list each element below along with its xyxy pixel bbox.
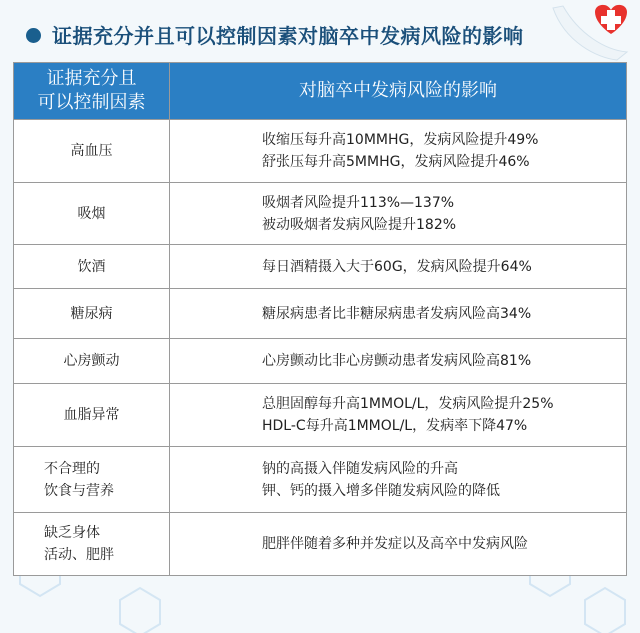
page-title: 证据充分并且可以控制因素对脑卒中发病风险的影响 [52,24,524,48]
page-header [0,0,640,62]
table-header-row [14,63,627,120]
factor-cell: 不合理的 饮食与营养 [14,447,170,513]
impact-cell: 糖尿病患者比非糖尿病患者发病风险高34% [170,289,627,339]
table-row [14,183,627,245]
factor-cell: 糖尿病 [14,289,170,339]
impact-cell: 肥胖伴随着多种并发症以及高卒中发病风险 [170,513,627,576]
table-row [14,245,627,289]
table-row [14,384,627,447]
hands-heart-cross-icon [545,0,640,62]
impact-cell: 心房颤动比非心房颤动患者发病风险高81% [170,339,627,384]
impact-cell: 每日酒精摄入大于60G，发病风险提升64% [170,245,627,289]
factor-cell: 高血压 [14,120,170,183]
table-row [14,289,627,339]
impact-cell: 钠的高摄入伴随发病风险的升高 钾、钙的摄入增多伴随发病风险的降低 [170,447,627,513]
table-row [14,447,627,513]
risk-factor-table [13,62,627,576]
impact-cell: 吸烟者风险提升113%—137% 被动吸烟者发病风险提升182% [170,183,627,245]
table-row [14,339,627,384]
table-row [14,120,627,183]
impact-cell: 总胆固醇每升高1MMOL/L，发病风险提升25% HDL-C每升高1MMOL/L，发病率下降47% [170,384,627,447]
factor-cell: 缺乏身体 活动、肥胖 [14,513,170,576]
column-header-impact: 对脑卒中发病风险的影响 [170,63,627,120]
factor-cell: 血脂异常 [14,384,170,447]
circle-bullet-icon [26,28,41,43]
factor-cell: 饮酒 [14,245,170,289]
factor-cell: 吸烟 [14,183,170,245]
column-header-factor: 证据充分且 可以控制因素 [14,63,170,120]
table-row [14,513,627,576]
impact-cell: 收缩压每升高10MMHG，发病风险提升49% 舒张压每升高5MMHG，发病风险提升46% [170,120,627,183]
factor-cell: 心房颤动 [14,339,170,384]
